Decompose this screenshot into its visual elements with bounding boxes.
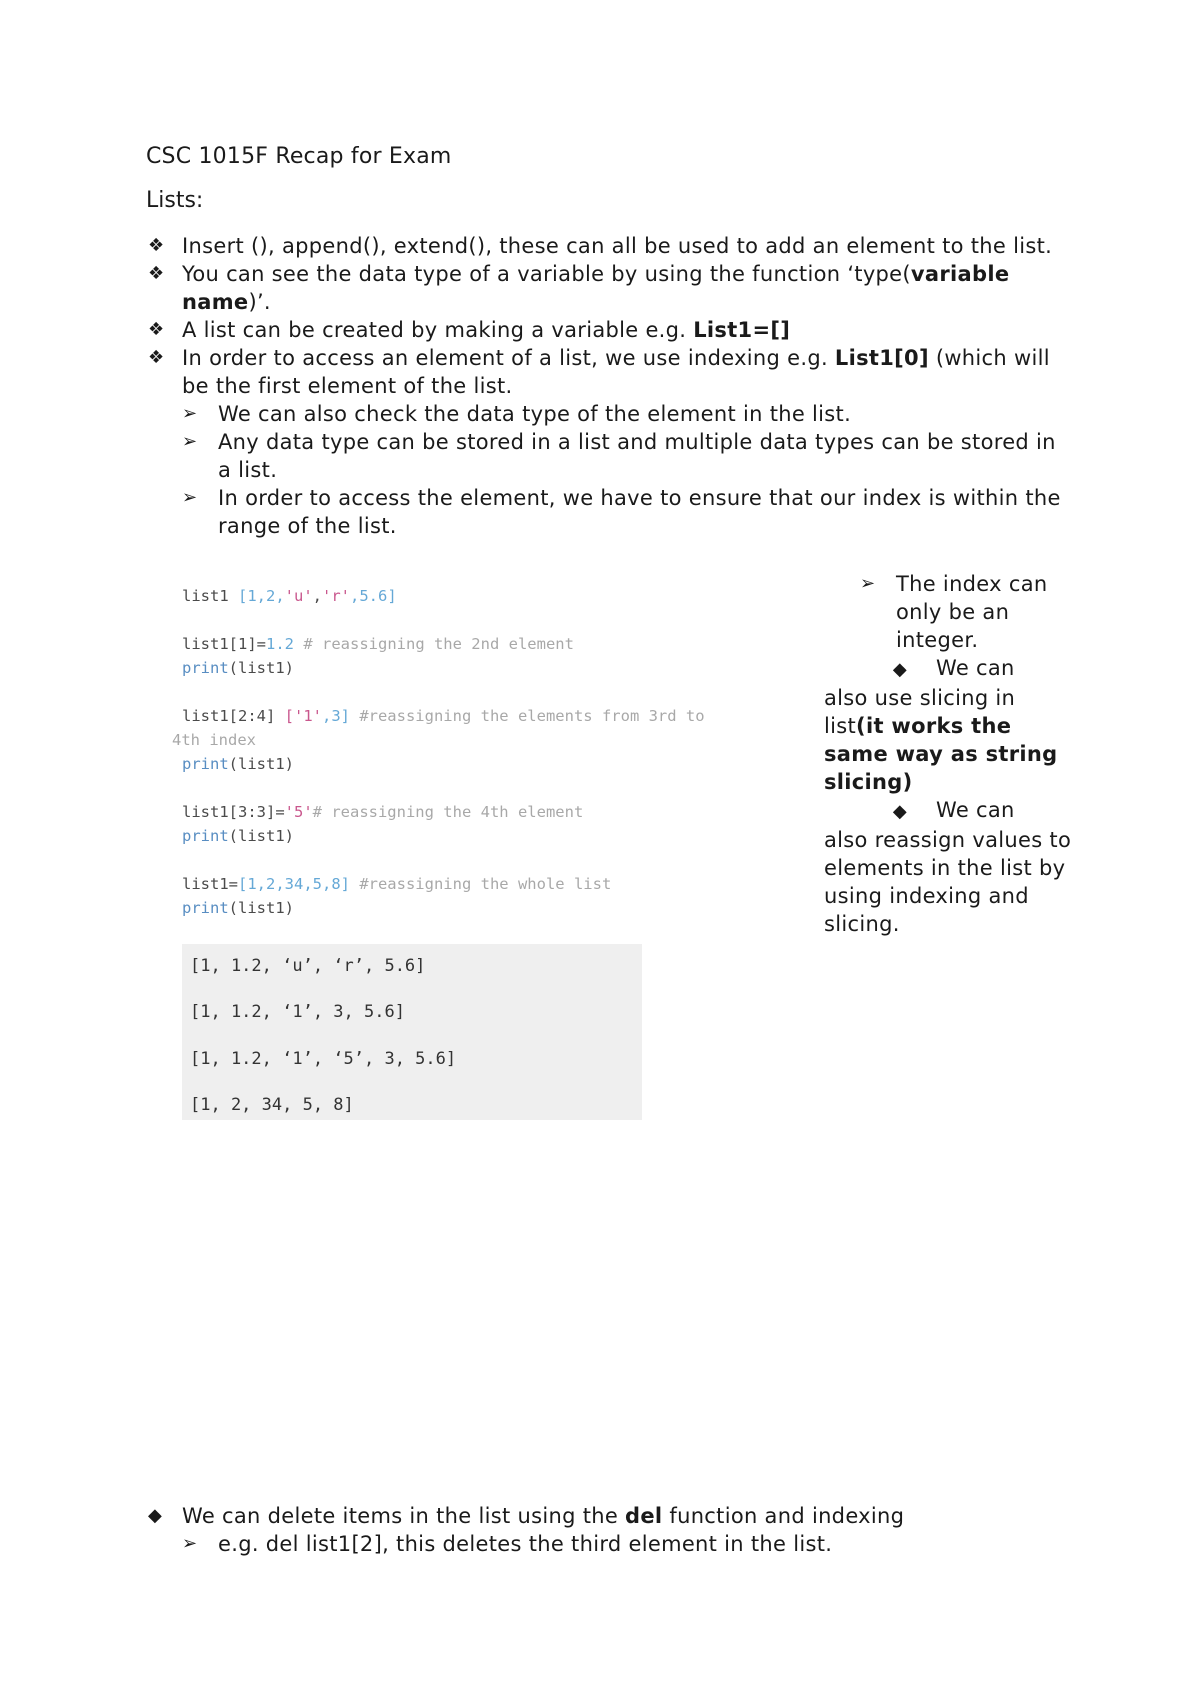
bullet-item: ❖ Insert (), append(), extend(), these can all be used to add an element to the list.: [148, 234, 1053, 258]
output-panel: [182, 944, 642, 1120]
code-line: list1=[1,2,34,5,8] #reassigning the whole list: [182, 875, 612, 893]
side-diamond-text: also use slicing in list(it works the same way as string slicing): [824, 686, 1058, 794]
sub-bullet-item: ➢ In order to access the element, we have to ensure that our index is within the range of the list.: [182, 486, 1061, 538]
diamond-bullet-icon: ◆: [892, 801, 908, 822]
bullet-item: ❖ In order to access an element of a list, we use indexing e.g. List1[0] (which will be the first element of the list.: [148, 346, 1050, 398]
sub-bullet-item: ➢ We can also check the data type of the element in the list.: [182, 402, 852, 426]
diamond-bullet-icon: ◆: [892, 659, 908, 680]
sub-bullet-item: ➢ e.g. del list1[2], this deletes the third element in the list.: [182, 1532, 833, 1556]
side-diamond-text: also reassign values to elements in the list by using indexing and slicing.: [824, 828, 1072, 936]
output-line: [1, 1.2, ‘u’, ‘r’, 5.6]: [190, 956, 426, 976]
side-diamond-item: ◆ We can: [824, 654, 1074, 684]
code-line: 4th index: [172, 731, 256, 749]
bullet-item: ❖ You can see the data type of a variable by using the function ‘type(variable name)’.: [148, 262, 1010, 314]
code-line: print(list1): [182, 755, 294, 773]
output-line: [1, 2, 34, 5, 8]: [190, 1095, 354, 1115]
section-heading: Lists:: [146, 188, 204, 213]
arrow-bullet-icon: ➢: [182, 1533, 198, 1554]
code-line: list1[2:4] ['1',3] #reassigning the elements from 3rd to: [182, 707, 705, 725]
star-bullet-icon: ❖: [148, 263, 165, 284]
code-line: list1 [1,2,'u','r',5.6]: [182, 587, 397, 605]
star-bullet-icon: ❖: [148, 347, 165, 368]
code-line: list1[3:3]='5'# reassigning the 4th element: [182, 803, 584, 821]
bullet-item: ❖ A list can be created by making a variable e.g. List1=[]: [148, 318, 791, 342]
star-bullet-icon: ❖: [148, 235, 165, 256]
side-arrow-item: ➢ The index can only be an integer.: [860, 572, 1048, 652]
arrow-bullet-icon: ➢: [860, 573, 876, 594]
output-line: [1, 1.2, ‘1’, ‘5’, 3, 5.6]: [190, 1049, 457, 1069]
arrow-bullet-icon: ➢: [182, 431, 198, 452]
bottom-notes: [146, 1502, 1066, 1558]
code-snippet-image: [172, 584, 822, 920]
bullet-item: ◆ We can delete items in the list using the del function and indexing: [148, 1504, 905, 1528]
side-notes: [824, 570, 1074, 938]
sub-bullet-item: ➢ Any data type can be stored in a list and multiple data types can be stored in a list.: [182, 430, 1056, 482]
code-line: list1[1]=1.2 # reassigning the 2nd element: [182, 635, 574, 653]
code-line: print(list1): [182, 827, 294, 845]
code-line: print(list1): [182, 659, 294, 677]
arrow-bullet-icon: ➢: [182, 403, 198, 424]
arrow-bullet-icon: ➢: [182, 487, 198, 508]
diamond-bullet-icon: ◆: [148, 1505, 163, 1526]
code-line: print(list1): [182, 899, 294, 917]
side-diamond-item: ◆ We can: [824, 796, 1074, 826]
page-title: CSC 1015F Recap for Exam: [146, 144, 452, 169]
star-bullet-icon: ❖: [148, 319, 165, 340]
output-line: [1, 1.2, ‘1’, 3, 5.6]: [190, 1002, 405, 1022]
bullet-list: [146, 232, 1066, 540]
